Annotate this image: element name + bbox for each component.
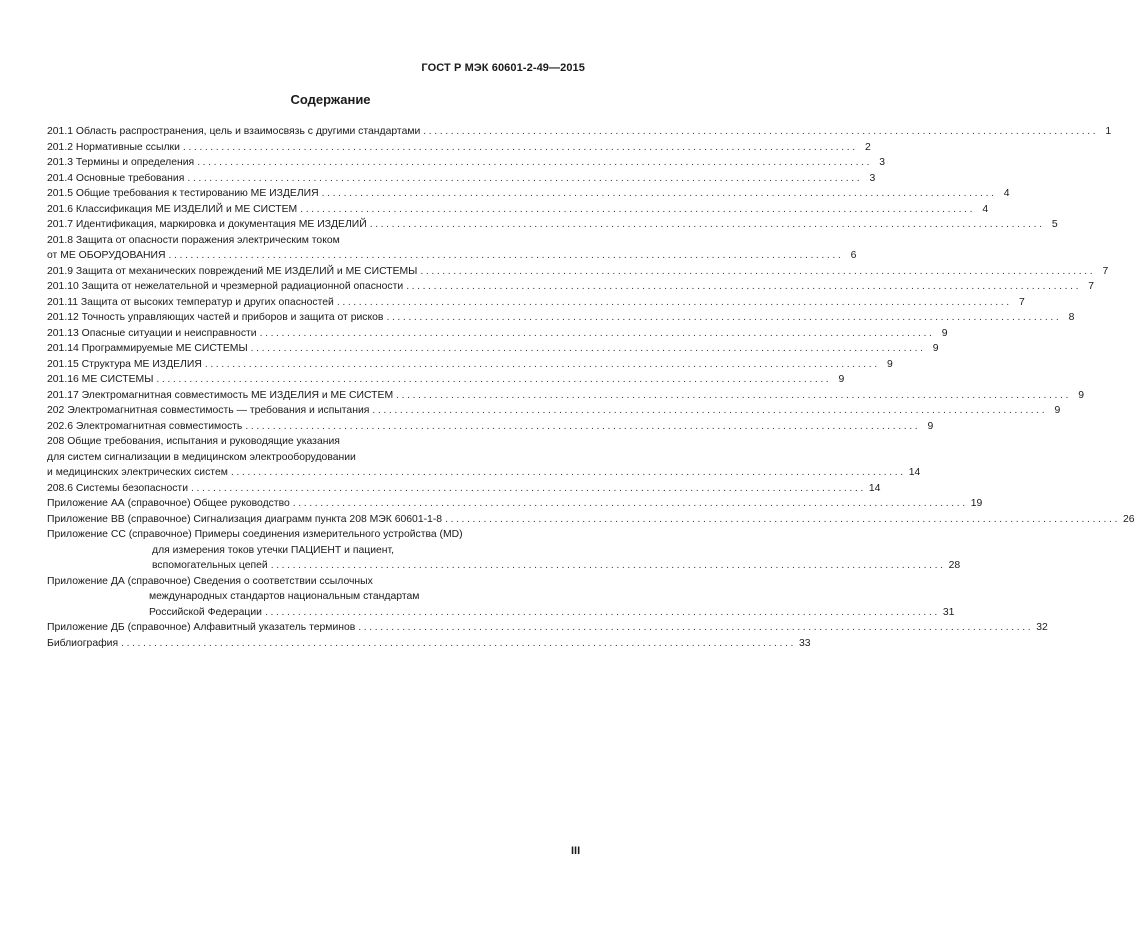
toc-entry-page: 9	[886, 358, 893, 370]
leader-dots: ...........................................................................................................................	[386, 312, 1062, 323]
toc-entry-text: Российской Федерации	[149, 606, 262, 618]
toc-entry-page: 4	[982, 203, 989, 215]
toc-entry-text: Приложение ДБ (справочное) Алфавитный указатель терминов	[47, 622, 356, 633]
toc-entry-text: вспомогательных цепей	[152, 560, 268, 571]
toc-entry-page: 7	[1102, 265, 1109, 277]
toc-entry[interactable]	[47, 171, 876, 187]
toc-entry[interactable]	[47, 233, 857, 264]
toc-entry[interactable]	[47, 295, 1025, 311]
toc-entry[interactable]	[47, 140, 871, 156]
toc-entry-appendix-da[interactable]	[47, 574, 955, 621]
toc-entry-text: от МЕ ОБОРУДОВАНИЯ	[47, 250, 166, 261]
toc-entry-text: 201.11 Защита от высоких температур и других опасностей	[47, 296, 334, 308]
table-of-contents	[47, 124, 1135, 651]
leader-dots: ...........................................................................................................................	[250, 343, 926, 354]
toc-entry[interactable]	[47, 326, 948, 342]
toc-entry[interactable]	[47, 419, 934, 435]
toc-entry[interactable]	[47, 124, 1112, 140]
leader-dots: ...........................................................................................................................	[321, 188, 997, 199]
toc-entry-text: 201.14 Программируемые МЕ СИСТЕМЫ	[47, 343, 248, 354]
toc-entry-text-line: для систем сигнализации в медицинском электрооборудовании	[47, 451, 356, 463]
toc-entry-bibliography[interactable]	[47, 636, 811, 652]
toc-entry-208-6[interactable]	[47, 481, 881, 497]
toc-entry-page: 9	[927, 420, 934, 432]
toc-entry-appendix-bb[interactable]	[47, 512, 1135, 528]
toc-entry-page: 4	[1003, 188, 1010, 199]
toc-entry-page: 3	[869, 172, 876, 184]
leader-dots: ...........................................................................................................................	[156, 374, 832, 385]
toc-entry-page: 6	[850, 250, 857, 261]
toc-entry-text-line: для измерения токов утечки ПАЦИЕНТ и пациент,	[152, 544, 395, 556]
toc-entry-page: 9	[838, 374, 845, 385]
leader-dots: ...........................................................................................................................	[445, 513, 1120, 525]
toc-entry-text: 201.9 Защита от механических повреждений МЕ ИЗДЕЛИЙ и МЕ СИСТЕМЫ	[47, 265, 418, 277]
leader-dots: ...........................................................................................................................	[423, 126, 1099, 137]
toc-entry-text: 201.10 Защита от нежелательной и чрезмерной радиационной опасности	[47, 281, 404, 292]
toc-entry-text: 201.16 МЕ СИСТЕМЫ	[47, 374, 154, 385]
page-number: III	[571, 845, 581, 857]
toc-entry-text: Библиография	[47, 637, 119, 649]
toc-entry-text: 201.6 Классификация МЕ ИЗДЕЛИЙ и МЕ СИСТЕМ	[47, 203, 298, 215]
toc-entry-page: 31	[942, 606, 955, 618]
leader-dots: ...........................................................................................................................	[182, 141, 858, 153]
toc-entry-text: 201.7 Идентификация, маркировка и документация МЕ ИЗДЕЛИЙ	[47, 219, 367, 230]
toc-entry[interactable]	[47, 279, 1095, 295]
leader-dots: ...........................................................................................................................	[292, 498, 968, 509]
toc-entry[interactable]	[47, 357, 893, 373]
toc-entry-appendix-db[interactable]	[47, 620, 1048, 636]
toc-entry[interactable]	[47, 202, 989, 218]
leader-dots: ...........................................................................................................................	[259, 327, 935, 339]
toc-entry-text-line: 201.8 Защита от опасности поражения электрическим током	[47, 234, 340, 246]
toc-entry-text: 201.12 Точность управляющих частей и приборов и защита от рисков	[47, 312, 384, 323]
toc-entry-page: 14	[908, 467, 921, 478]
toc-entry-page: 8	[1068, 312, 1075, 323]
leader-dots: ...........................................................................................................................	[369, 219, 1045, 230]
toc-entry-text-line: 208 Общие требования, испытания и руководящие указания	[47, 436, 340, 447]
leader-dots: ...........................................................................................................................	[168, 250, 844, 261]
toc-entry-text-line: международных стандартов национальным стандартам	[149, 591, 420, 602]
toc-entry[interactable]	[47, 310, 1075, 326]
toc-entry-page: 9	[1078, 389, 1084, 401]
toc-entry[interactable]	[47, 388, 1084, 404]
toc-entry-page: 5	[1051, 219, 1058, 230]
toc-entry-text-line: Приложение СС (справочное) Примеры соединения измерительного устройства (MD)	[47, 529, 463, 540]
toc-entry-page: 7	[1018, 296, 1025, 308]
toc-entry-page: 19	[970, 498, 983, 509]
toc-entry-text: 201.5 Общие требования к тестированию МЕ ИЗДЕЛИЯ	[47, 188, 319, 199]
document-code: ГОСТ Р МЭК 60601-2-49—2015	[421, 62, 585, 74]
leader-dots: ...........................................................................................................................	[396, 389, 1071, 401]
leader-dots: ...........................................................................................................................	[300, 203, 976, 215]
leader-dots: ...........................................................................................................................	[270, 560, 946, 571]
toc-entry-text: 202.6 Электромагнитная совместимость	[47, 420, 243, 432]
toc-entry-page: 28	[948, 560, 961, 571]
toc-entry-page: 33	[798, 637, 811, 649]
toc-entry-text: 201.15 Структура МЕ ИЗДЕЛИЯ	[47, 358, 202, 370]
toc-entry[interactable]	[47, 341, 939, 357]
toc-entry-text: 208.6 Системы безопасности	[47, 482, 188, 494]
toc-entry-page: 9	[932, 343, 939, 354]
leader-dots: ...........................................................................................................................	[187, 172, 863, 184]
toc-entry-208[interactable]	[47, 434, 921, 481]
leader-dots: ...........................................................................................................................	[197, 157, 873, 168]
toc-entry[interactable]	[47, 372, 845, 388]
leader-dots: ...........................................................................................................................	[420, 265, 1096, 277]
toc-entry-page: 2	[864, 141, 871, 153]
toc-entry-text: Приложение ВВ (справочное) Сигнализация диаграмм пункта 208 МЭК 60601-1-8	[47, 513, 443, 525]
leader-dots: ...........................................................................................................................	[265, 606, 940, 618]
toc-entry[interactable]	[47, 186, 1010, 202]
leader-dots: ...........................................................................................................................	[121, 637, 796, 649]
toc-entry-appendix-cc[interactable]	[47, 527, 961, 574]
toc-entry-text: Приложение АА (справочное) Общее руководство	[47, 498, 290, 509]
toc-entry-page: 32	[1036, 622, 1048, 633]
toc-entry[interactable]	[47, 264, 1109, 280]
leader-dots: ...........................................................................................................................	[245, 420, 921, 432]
toc-entry-text: и медицинских электрических систем	[47, 467, 228, 478]
toc-entry-page: 14	[868, 482, 881, 494]
leader-dots: ...........................................................................................................................	[336, 296, 1012, 308]
toc-entry-text: 201.4 Основные требования	[47, 172, 185, 184]
leader-dots: ...........................................................................................................................	[230, 467, 906, 478]
toc-entry-page: 9	[941, 327, 948, 339]
toc-title: Содержание	[290, 92, 371, 107]
toc-entry-page: 3	[879, 157, 886, 168]
toc-entry-page: 26	[1122, 513, 1135, 525]
leader-dots: ...........................................................................................................................	[358, 622, 1034, 633]
leader-dots: ...........................................................................................................................	[204, 358, 880, 370]
toc-entry-text: 201.1 Область распространения, цель и взаимосвязь с другими стандартами	[47, 126, 421, 137]
toc-entry-text: 201.2 Нормативные ссылки	[47, 141, 180, 153]
toc-entry[interactable]	[47, 217, 1058, 233]
toc-entry-text: 201.13 Опасные ситуации и неисправности	[47, 327, 257, 339]
toc-entry-text: 201.3 Термины и определения	[47, 157, 195, 168]
toc-entry[interactable]	[47, 155, 886, 171]
toc-entry-text: 202 Электромагнитная совместимость — требования и испытания	[47, 405, 370, 416]
leader-dots: ...........................................................................................................................	[191, 482, 866, 494]
toc-entry[interactable]	[47, 403, 1061, 419]
leader-dots: ...........................................................................................................................	[372, 405, 1048, 416]
toc-entry-page: 9	[1054, 405, 1061, 416]
toc-entry-page: 7	[1088, 281, 1095, 292]
toc-entry-page: 1	[1105, 126, 1112, 137]
leader-dots: ...........................................................................................................................	[406, 281, 1082, 292]
toc-entry-appendix-aa[interactable]	[47, 496, 983, 512]
toc-entry-text-line: Приложение ДА (справочное) Сведения о соответствии ссылочных	[47, 575, 373, 587]
toc-entry-text: 201.17 Электромагнитная совместимость МЕ ИЗДЕЛИЯ и МЕ СИСТЕМ	[47, 389, 394, 401]
